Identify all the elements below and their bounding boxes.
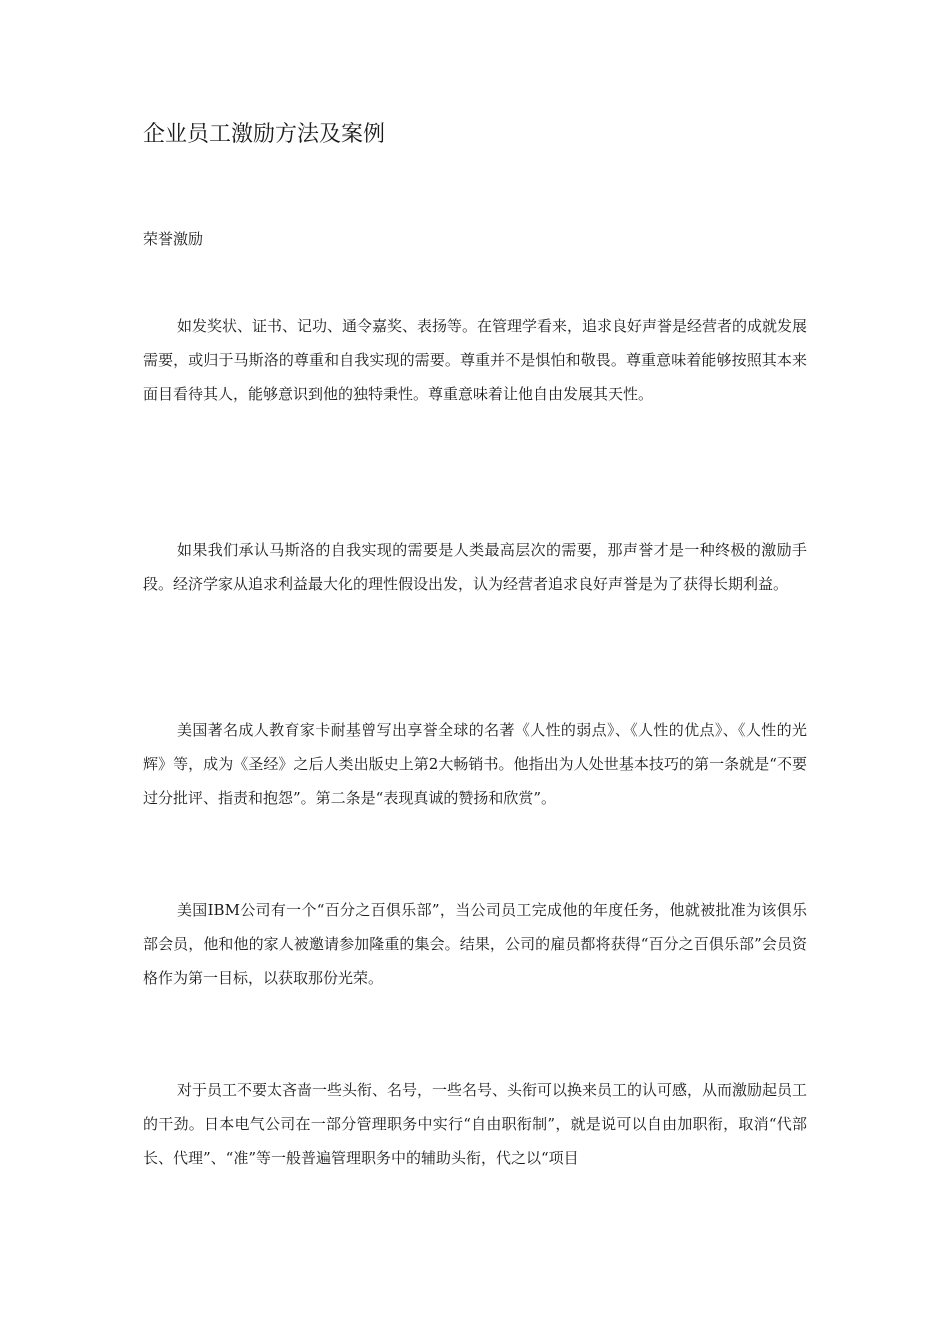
paragraph-1: 如发奖状、证书、记功、通令嘉奖、表扬等。在管理学看来，追求良好声誉是经营者的成就发展需要，或归于马斯洛的尊重和自我实现的需要。尊重并不是惧怕和敬畏。尊重意味着能够按照其本来面目看待其人，能够意识到他的独特秉性。尊重意味着让他自由发展其天性。: [143, 317, 808, 403]
paragraph-2: 如果我们承认马斯洛的自我实现的需要是人类最高层次的需要，那声誉才是一种终极的激励手段。经济学家从追求利益最大化的理性假设出发，认为经营者追求良好声誉是为了获得长期利益。: [143, 541, 807, 593]
paragraph-5: 对于员工不要太吝啬一些头衔、名号，一些名号、头衔可以换来员工的认可感，从而激励起员工的干劲。日本电气公司在一部分管理职务中实行“自由职衔制”，就是说可以自由加职衔，取消“代部长、代理”、“准”等一般普遍管理职务中的辅助头衔，代之以“项目: [143, 1081, 808, 1167]
document-title: 企业员工激励方法及案例: [143, 122, 386, 147]
paragraph-3: 美国著名成人教育家卡耐基曾写出享誉全球的名著《人性的弱点》、《人性的优点》、《人性的光辉》等，成为《圣经》之后人类出版史上第2大畅销书。他指出为人处世基本技巧的第一条就是“不要过分批评、指责和抱怨”。第二条是“表现真诚的赞扬和欣赏”。: [143, 721, 807, 807]
paragraph-4: 美国IBM公司有一个“百分之百俱乐部”，当公司员工完成他的年度任务，他就被批准为该俱乐部会员，他和他的家人被邀请参加隆重的集会。结果，公司的雇员都将获得“百分之百俱乐部”会员资格作为第一目标，以获取那份光荣。: [143, 901, 807, 987]
section-heading: 荣誉激励: [143, 230, 204, 248]
